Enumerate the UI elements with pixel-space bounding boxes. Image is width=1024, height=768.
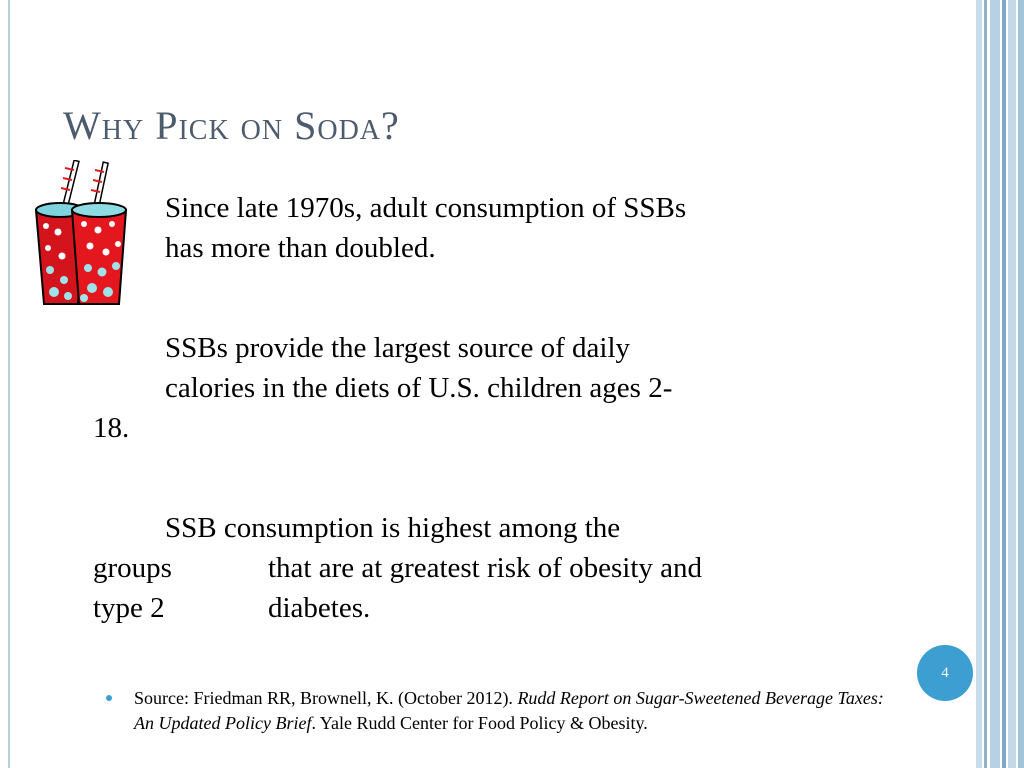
source-citation (110, 686, 890, 736)
source-suffix: . Yale Rudd Center for Food Policy & Obesity. (311, 713, 648, 733)
bullet-icon (106, 695, 112, 701)
source-text (110, 686, 890, 736)
point-3-line-1: SSB consumption is highest among the (165, 512, 621, 544)
point-2-line-3: 18. (93, 412, 130, 444)
point-2-line-1: SSBs provide the largest source of daily (165, 332, 631, 364)
point-3-line-3a: type 2 (93, 592, 165, 624)
slide-title: Why Pick on Soda? (63, 103, 400, 148)
point-3-line-2a: groups (93, 552, 172, 584)
source-title: Rudd Report on Sugar-Sweetened Beverage Taxes: An Updated Policy Brief (134, 688, 884, 733)
soda-cups-icon (32, 160, 132, 308)
point-2-line-2: calories in the diets of U.S. children ages 2- (165, 372, 673, 404)
point-1-line-1: Since late 1970s, adult consumption of SSBs (165, 192, 687, 224)
point-3-line-3b: diabetes. (268, 592, 371, 624)
point-1-line-2: has more than doubled. (165, 232, 436, 264)
left-border (8, 0, 10, 768)
point-3-line-2b: that are at greatest risk of obesity and (268, 552, 703, 584)
right-decorative-stripes (976, 0, 1024, 768)
page-number-badge: 4 (917, 645, 973, 701)
source-prefix: Source: Friedman RR, Brownell, K. (October 2012). (134, 688, 518, 708)
